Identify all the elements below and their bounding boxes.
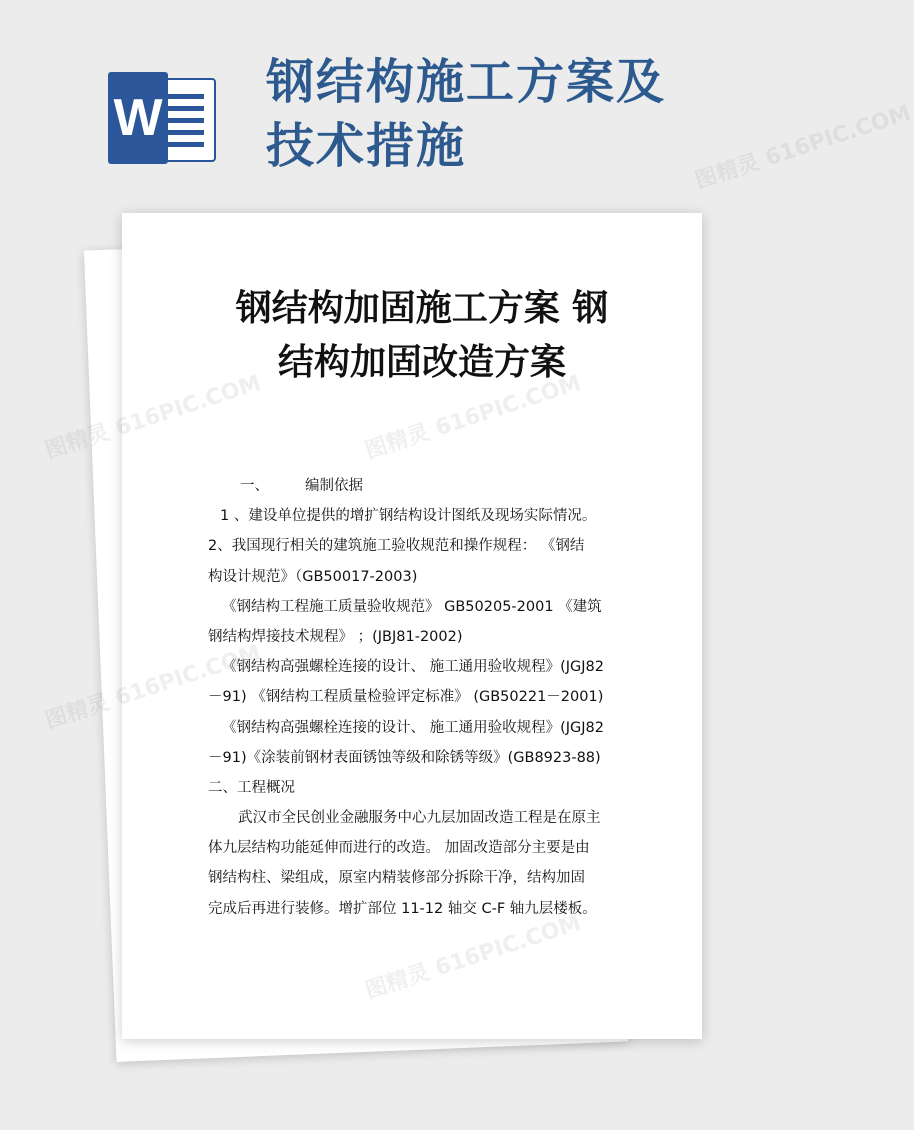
body-line: －91) 《钢结构工程质量检验评定标准》 (GB50221－2001) — [208, 689, 604, 706]
word-logo-letter: W — [108, 72, 168, 164]
section-heading-1 — [208, 471, 628, 501]
body-line: 钢结构柱、梁组成，原室内精装修部分拆除干净，结构加固 — [208, 870, 585, 887]
body-line: 武汉市全民创业金融服务中心九层加固改造工程是在原主 — [238, 810, 601, 827]
section-heading-text: 编制依据 — [305, 478, 363, 494]
word-logo-icon — [108, 72, 214, 162]
document-title-line-2: 结构加固改造方案 — [277, 342, 566, 383]
body-line: 2、我国现行相关的建筑施工验收规范和操作规程： 《钢结 — [208, 538, 585, 555]
body-line: 构设计规范》（GB50017-2003) — [208, 568, 418, 585]
banner-title-line-1: 钢结构施工方案及 — [266, 54, 667, 110]
section-number: 一、 — [240, 478, 269, 494]
document-body — [208, 471, 628, 924]
body-line: 1 、建设单位提供的增扩钢结构设计图纸及现场实际情况。 — [220, 508, 597, 525]
section-heading-2: 二、工程概况 — [208, 779, 295, 796]
banner-title-line-2: 技术措施 — [266, 118, 467, 174]
body-line: 完成后再进行装修。增扩部位 11-12 轴交 C-F 轴九层楼板。 — [208, 900, 597, 917]
watermark: 图精灵 616PIC.COM — [692, 100, 914, 195]
watermark: 图精灵 — [42, 419, 113, 465]
document-title — [222, 282, 622, 390]
body-line: 《钢结构高强螺栓连接的设计、 施工通用验收规程》(JGJ82 — [222, 719, 605, 736]
body-line: 《钢结构高强螺栓连接的设计、 施工通用验收规程》(JGJ82 — [222, 659, 605, 676]
body-line: －91)《涂装前钢材表面锈蚀等级和除锈等级》(GB8923-88) — [208, 749, 601, 766]
body-line: 体九层结构功能延伸而进行的改造。 加固改造部分主要是由 — [208, 840, 590, 857]
body-line: 钢结构焊接技术规程》 ；(JBJ81-2002) — [208, 628, 463, 645]
watermark: 图精灵 — [42, 689, 113, 735]
body-line: 《钢结构工程施工质量验收规范》 GB50205-2001 《建筑 — [222, 598, 602, 615]
document-title-line-1: 钢结构加固施工方案 钢 — [235, 288, 609, 329]
banner-title — [266, 50, 746, 178]
